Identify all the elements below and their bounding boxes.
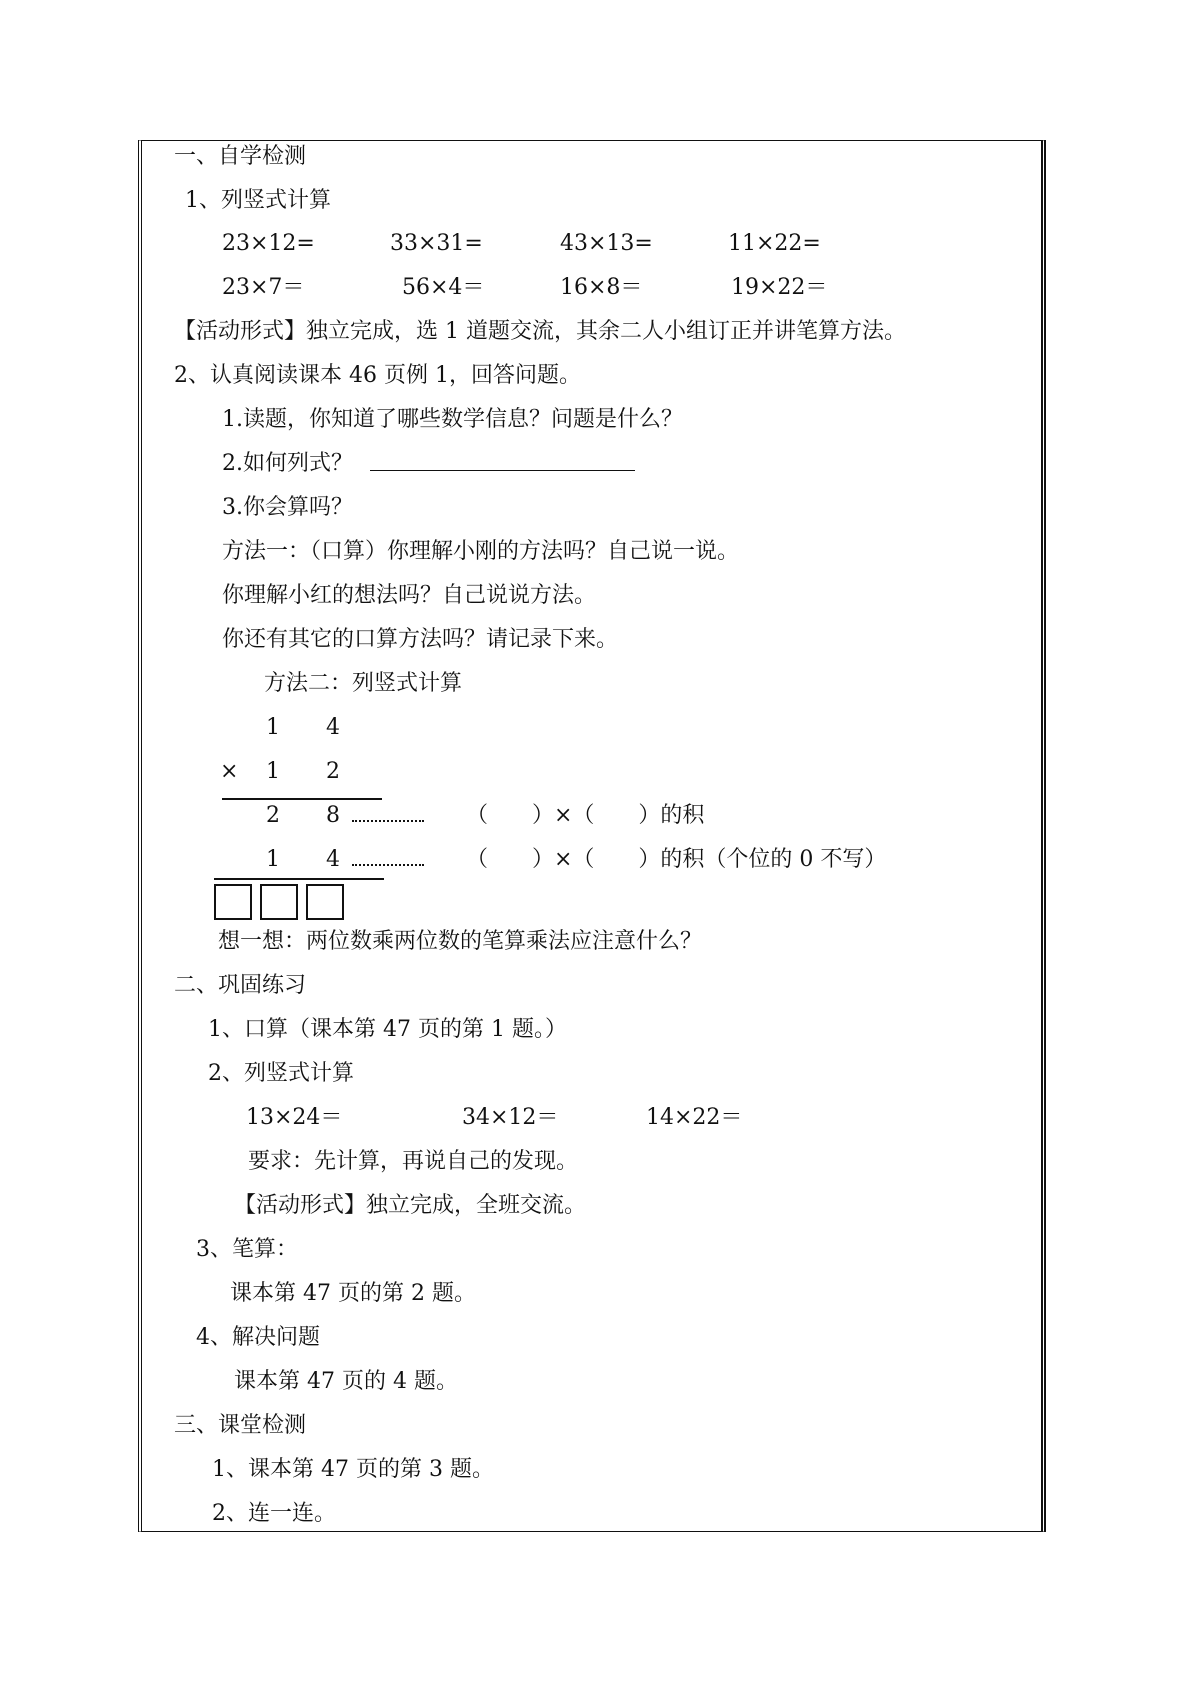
calc-2: 33×31= (390, 231, 483, 256)
method-2: 方法二：列竖式计算 (264, 671, 463, 696)
calc-7: 16×8＝ (560, 275, 643, 300)
product-note-1: （ ）×（ ）的积 (466, 803, 705, 828)
s2-item-4: 4、解决问题 (196, 1325, 320, 1350)
answer-box-3[interactable] (306, 884, 344, 920)
digit-r1-tens: 1 (266, 715, 280, 740)
s2-calc-2: 34×12＝ (462, 1105, 559, 1130)
digit-r2-tens: 1 (266, 759, 280, 784)
section-1-title: 一、自学检测 (174, 144, 307, 169)
dotted-leader-2 (352, 864, 424, 866)
question-2: 2.如何列式？ (222, 451, 353, 476)
method-1: 方法一：（口算）你理解小刚的方法吗？自己说一说。 (222, 539, 740, 564)
think-prompt: 想一想：两位数乘两位数的笔算乘法应注意什么？ (218, 929, 703, 954)
s2-requirement: 要求：先计算，再说自己的发现。 (248, 1149, 579, 1174)
digit-r2-ones: 2 (326, 759, 340, 784)
section-2-title: 二、巩固练习 (174, 973, 307, 998)
s3-item-1: 1、课本第 47 页的第 3 题。 (212, 1457, 494, 1482)
method-1-c: 你还有其它的口算方法吗？请记录下来。 (222, 627, 619, 652)
s2-item-1: 1、口算（课本第 47 页的第 1 题。） (208, 1017, 567, 1042)
answer-box-1[interactable] (214, 884, 252, 920)
s2-item-3-detail: 课本第 47 页的第 2 题。 (230, 1281, 476, 1306)
calc-6: 56×4＝ (402, 275, 485, 300)
dotted-leader-1 (352, 820, 424, 822)
s2-calc-1: 13×24＝ (246, 1105, 343, 1130)
answer-blank-line (370, 470, 635, 471)
calc-1: 23×12= (222, 231, 315, 256)
calc-5: 23×7＝ (222, 275, 305, 300)
vertical-rule-2 (214, 878, 384, 880)
digit-r3-ones: 8 (326, 803, 340, 828)
calc-3: 43×13= (560, 231, 653, 256)
question-1: 1.读题，你知道了哪些数学信息？问题是什么？ (222, 407, 683, 432)
digit-r4-tens: 1 (266, 847, 280, 872)
product-note-2: （ ）×（ ）的积（个位的 0 不写） (466, 847, 887, 872)
s2-calc-3: 14×22＝ (646, 1105, 743, 1130)
calc-4: 11×22= (728, 231, 821, 256)
answer-box-2[interactable] (260, 884, 298, 920)
method-1-b: 你理解小红的想法吗？自己说说方法。 (222, 583, 597, 608)
vertical-rule-1 (222, 798, 382, 800)
s1-item-1: 1、列竖式计算 (185, 188, 331, 213)
section-3-title: 三、课堂检测 (174, 1413, 307, 1438)
s2-item-3: 3、笔算： (196, 1237, 298, 1262)
s2-item-2: 2、列竖式计算 (208, 1061, 354, 1086)
s2-item-4-detail: 课本第 47 页的 4 题。 (234, 1369, 458, 1394)
question-3: 3.你会算吗？ (222, 495, 353, 520)
s1-activity: 【活动形式】独立完成，选 1 道题交流，其余二人小组订正并讲笔算方法。 (174, 319, 906, 344)
s2-activity: 【活动形式】独立完成，全班交流。 (234, 1193, 587, 1218)
digit-r1-ones: 4 (326, 715, 340, 740)
times-sign: × (220, 759, 239, 784)
digit-r4-ones: 4 (326, 847, 340, 872)
calc-8: 19×22＝ (731, 275, 828, 300)
digit-r3-tens: 2 (266, 803, 280, 828)
s3-item-2: 2、连一连。 (212, 1501, 336, 1526)
s1-item-2: 2、认真阅读课本 46 页例 1，回答问题。 (174, 363, 581, 388)
